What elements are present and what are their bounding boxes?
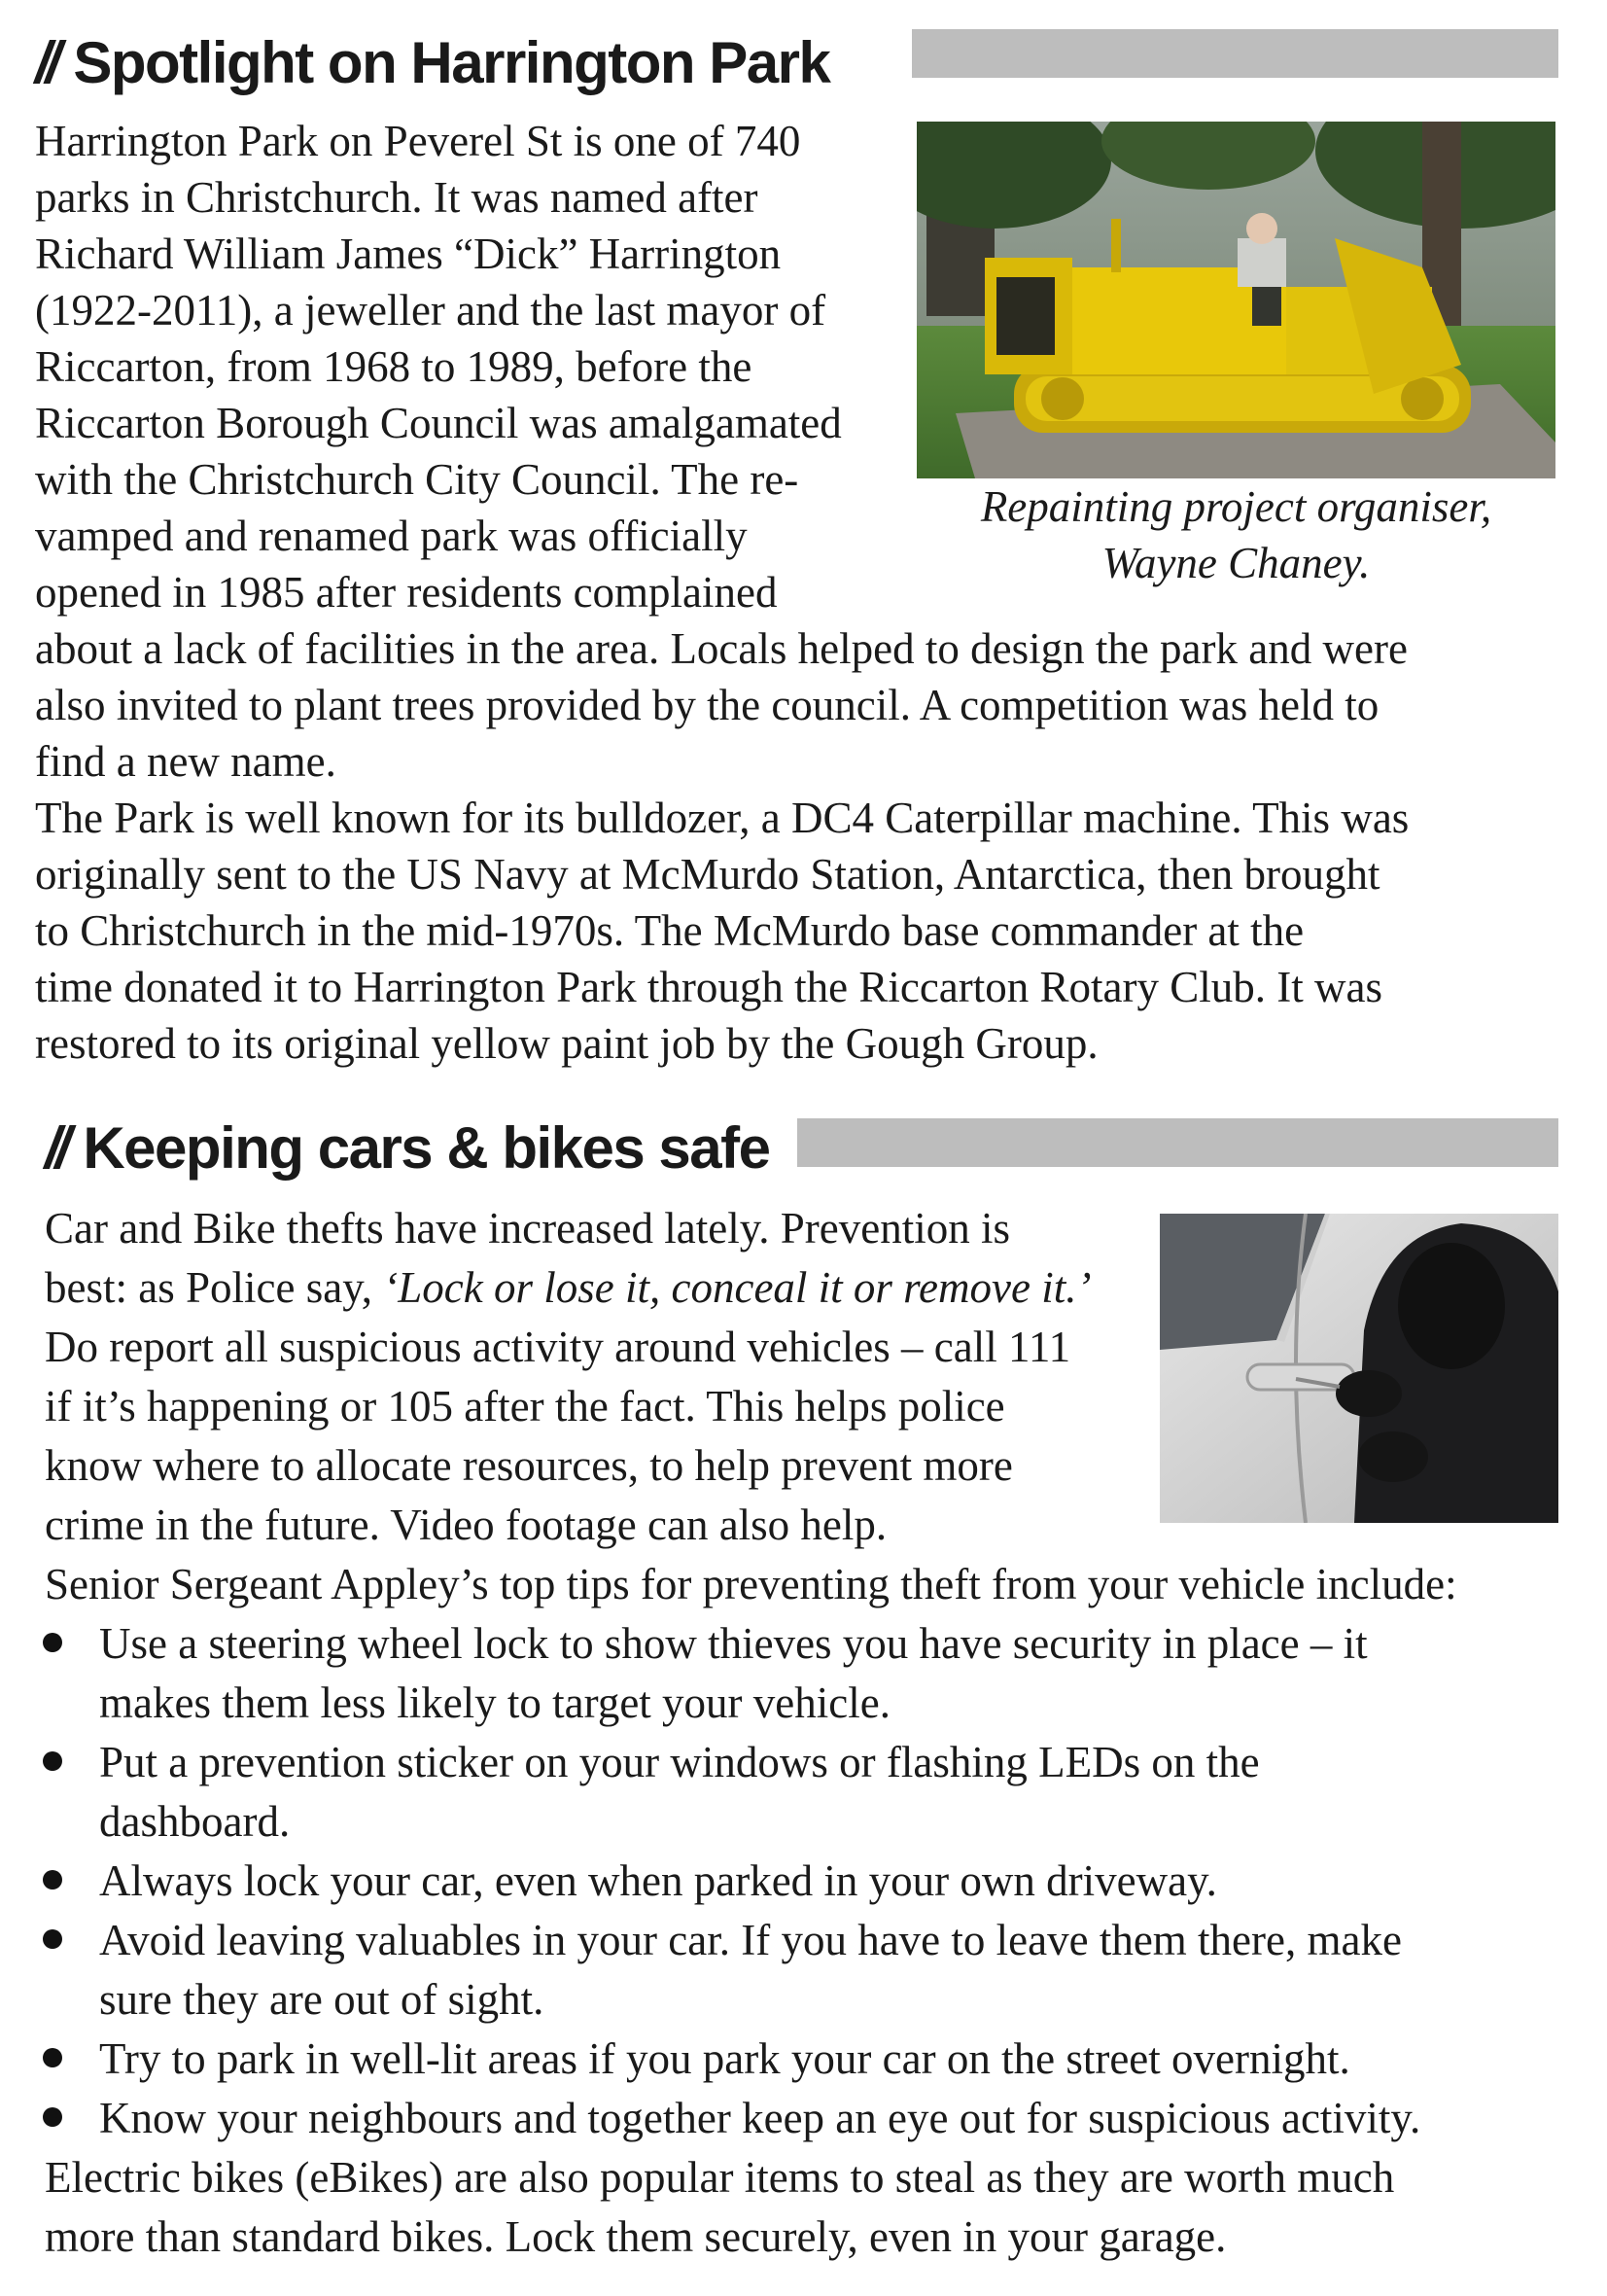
text-line: to Christchurch in the mid-1970s. The McMurdo base commander at the — [35, 906, 1305, 955]
section1-intro — [35, 113, 910, 620]
tips-intro: Senior Sergeant Appley’s top tips for preventing theft from your vehicle include: — [45, 1560, 1457, 1608]
list-item — [37, 1852, 1571, 1911]
caption-line: Repainting project organiser, — [980, 482, 1492, 531]
section2-tips — [45, 1555, 1571, 2267]
text-line: Use a steering wheel lock to show thieves you have security in place – it — [99, 1619, 1368, 1668]
text-line: with the Christchurch City Council. The re- — [35, 455, 799, 504]
police-slogan: ‘Lock or lose it, conceal it or remove it.’ — [383, 1263, 1092, 1312]
list-item — [37, 1733, 1571, 1852]
list-item — [37, 1614, 1571, 1733]
text-line: dashboard. — [99, 1797, 291, 1846]
section1-title: Spotlight on Harrington Park — [73, 30, 830, 95]
text-line: Harrington Park on Peverel St is one of 740 — [35, 117, 801, 165]
section1-rule — [912, 29, 1558, 78]
text-line: Riccarton, from 1968 to 1989, before the — [35, 342, 752, 391]
text-line: more than standard bikes. Lock them securely, even in your garage. — [45, 2212, 1227, 2261]
text-line: Riccarton Borough Council was amalgamated — [35, 399, 842, 447]
section1-body — [35, 620, 1571, 1072]
tips-list — [37, 1614, 1571, 2148]
text-line: find a new name. — [35, 737, 336, 786]
text-line: know where to allocate resources, to help prevent more — [45, 1441, 1013, 1490]
section2-rule — [797, 1118, 1558, 1167]
section2-intro — [45, 1199, 1153, 1555]
text-line: The Park is well known for its bulldozer, a DC4 Caterpillar machine. This was — [35, 794, 1410, 842]
text-span: best: as Police say, — [45, 1263, 384, 1312]
text-line: opened in 1985 after residents complained — [35, 568, 778, 617]
text-line: crime in the future. Video footage can also help. — [45, 1501, 888, 1549]
text-line: Try to park in well-lit areas if you park your car on the street overnight. — [99, 2034, 1350, 2083]
caption-line: Wayne Chaney. — [1101, 539, 1371, 587]
text-line: Always lock your car, even when parked in your own driveway. — [99, 1856, 1217, 1905]
section1-heading — [35, 31, 829, 95]
car-thief-image — [1160, 1214, 1558, 1523]
bulldozer-caption — [917, 478, 1555, 591]
text-line: makes them less likely to target your vehicle. — [99, 1678, 891, 1727]
text-line: parks in Christchurch. It was named after — [35, 173, 758, 222]
text-line: Car and Bike thefts have increased lately. Prevention is — [45, 1204, 1011, 1253]
text-line: also invited to plant trees provided by the council. A competition was held to — [35, 681, 1380, 729]
text-line: (1922-2011), a jeweller and the last mayor of — [35, 286, 826, 335]
text-line: sure they are out of sight. — [99, 1975, 544, 2024]
heading-slashes: // — [35, 30, 56, 95]
text-line: restored to its original yellow paint job by the Gough Group. — [35, 1019, 1099, 1068]
text-line: Avoid leaving valuables in your car. If you have to leave them there, make — [99, 1916, 1402, 1964]
text-line: if it’s happening or 105 after the fact. This helps police — [45, 1382, 1005, 1431]
text-line: Do report all suspicious activity around vehicles – call 111 — [45, 1323, 1071, 1371]
bulldozer-image — [917, 122, 1555, 478]
list-item — [37, 1911, 1571, 2030]
car-thief-photo — [1160, 1214, 1558, 1523]
text-line — [45, 1258, 1153, 1318]
text-line: vamped and renamed park was officially — [35, 512, 748, 560]
text-line: Know your neighbours and together keep an eye out for suspicious activity. — [99, 2094, 1421, 2142]
list-item — [37, 2030, 1571, 2089]
heading-slashes: // — [45, 1115, 66, 1181]
text-line: Richard William James “Dick” Harrington — [35, 230, 782, 278]
section2-heading — [45, 1116, 770, 1181]
text-line: originally sent to the US Navy at McMurdo Station, Antarctica, then brought — [35, 850, 1380, 899]
text-line: Put a prevention sticker on your windows or flashing LEDs on the — [99, 1738, 1260, 1786]
text-line: about a lack of facilities in the area. Locals helped to design the park and were — [35, 624, 1408, 673]
text-line: Electric bikes (eBikes) are also popular items to steal as they are worth much — [45, 2153, 1395, 2202]
list-item — [37, 2089, 1571, 2148]
text-line: time donated it to Harrington Park through the Riccarton Rotary Club. It was — [35, 963, 1382, 1011]
bulldozer-photo — [917, 122, 1555, 478]
section2-title: Keeping cars & bikes safe — [83, 1115, 770, 1181]
